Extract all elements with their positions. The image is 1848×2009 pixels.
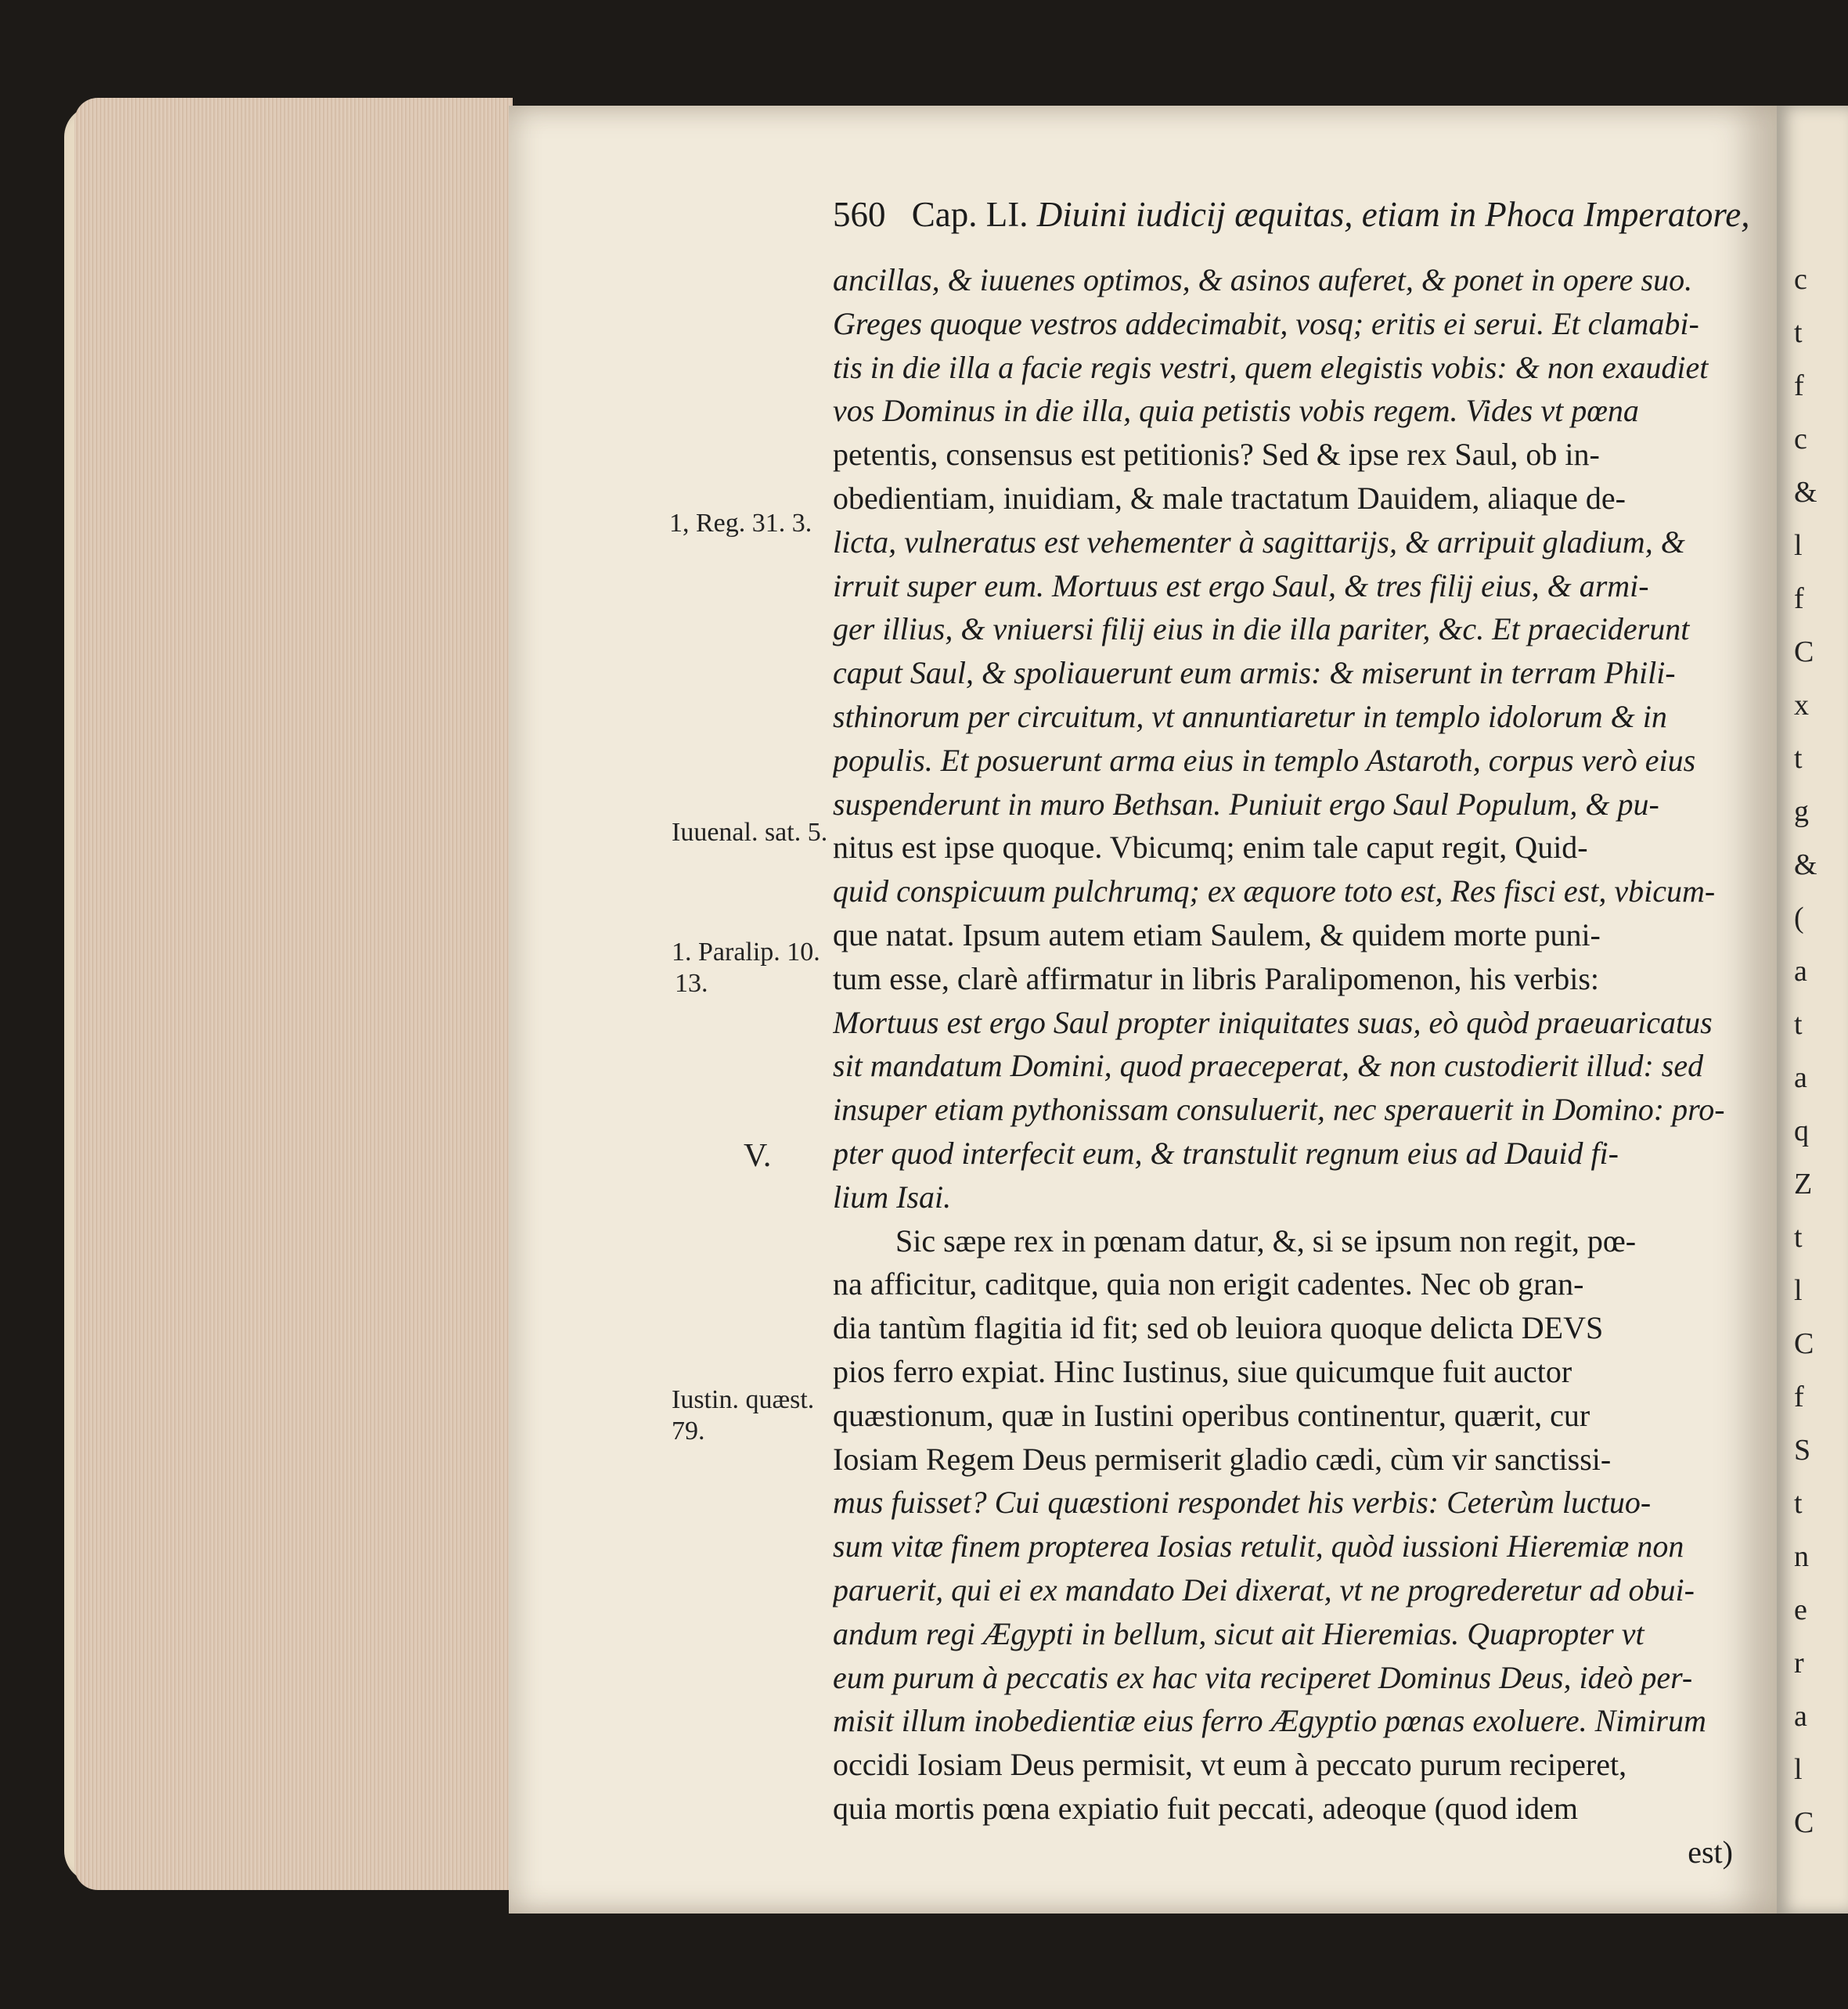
text-line: ger illius, & vniuersi filij eius in die illa pariter, &c. Et praeciderunt <box>833 611 1690 647</box>
text-line: obedientiam, inuidiam, & male tractatum Dauidem, aliaque de- <box>833 480 1626 516</box>
facing-page-letter: c <box>1794 263 1807 296</box>
text-line: sit mandatum Domini, quod praeceperat, & non custodierit illud: sed <box>833 1048 1704 1084</box>
text-line: Sic sæpe rex in pœnam datur, &, si se ipsum non regit, pœ- <box>895 1222 1637 1258</box>
facing-page-letter: C <box>1794 1806 1814 1839</box>
facing-page-letter: g <box>1794 795 1809 828</box>
text-line: andum regi Ægypti in bellum, sicut ait Hieremias. Quapropter vt <box>833 1615 1644 1651</box>
facing-page-letter: & <box>1794 476 1817 509</box>
chapter-title: Diuini iudicij æquitas, etiam in Phoca Imperatore, <box>1036 195 1750 234</box>
text-line: licta, vulneratus est vehementer à sagittarijs, & arripuit gladium, & <box>833 524 1685 560</box>
text-line: tis in die illa a facie regis vestri, quem elegistis vobis: & non exaudiet <box>833 349 1709 385</box>
text-line: caput Saul, & spoliauerunt eum armis: & miserunt in terram Phili- <box>833 655 1676 691</box>
text-line: eum purum à peccatis ex hac vita reciperet Dominus Deus, ideò per- <box>833 1659 1693 1695</box>
section-marker: V. <box>744 1138 772 1174</box>
facing-page-letter: Z <box>1794 1168 1813 1201</box>
text-line: quia mortis pœna expiatio fuit peccati, adeoque (quod idem <box>833 1790 1578 1826</box>
facing-page-letter: C <box>1794 1327 1814 1360</box>
page-number: 560 <box>833 195 886 234</box>
margin-note-paralip: 1. Paralip. 10. <box>672 938 820 967</box>
text-line: misit illum inobedientiæ eius ferro Ægyptio pœnas exoluere. Nimirum <box>833 1703 1706 1739</box>
facing-page-letter: r <box>1794 1647 1804 1680</box>
text-line: populis. Et posuerunt arma eius in templo Astaroth, corpus verò eius <box>833 742 1696 778</box>
facing-page-letter: t <box>1794 1221 1803 1254</box>
text-line: ancillas, & iuuenes optimos, & asinos auferet, & ponet in opere suo. <box>833 262 1693 297</box>
text-line: tum esse, clarè affirmatur in libris Paralipomenon, his verbis: <box>833 960 1600 996</box>
facing-page-letter: t <box>1794 1487 1803 1520</box>
facing-page-letter: x <box>1794 689 1809 722</box>
page-block-edge <box>74 98 513 1890</box>
facing-page-letter: l <box>1794 529 1803 562</box>
facing-page-letter: & <box>1794 848 1817 881</box>
facing-page-letter: t <box>1794 316 1803 349</box>
text-line: quid conspicuum pulchrumq; ex æquore toto est, Res fisci est, vbicum- <box>833 873 1716 909</box>
facing-page-letter: S <box>1794 1434 1811 1467</box>
text-line: irruit super eum. Mortuus est ergo Saul, & tres filij eius, & armi- <box>833 567 1649 603</box>
facing-page-letter: ( <box>1794 902 1804 934</box>
facing-page-letter: l <box>1794 1274 1803 1307</box>
text-line: Mortuus est ergo Saul propter iniquitates suas, eò quòd praeuaricatus <box>833 1004 1713 1040</box>
text-line: lium Isai. <box>833 1179 952 1215</box>
text-line: est) <box>1688 1834 1733 1870</box>
facing-page-letter: t <box>1794 742 1803 775</box>
facing-page-letter: f <box>1794 1381 1804 1413</box>
text-line: Greges quoque vestros addecimabit, vosq; eritis ei serui. Et clamabi- <box>833 305 1699 341</box>
margin-note-reg: 1, Reg. 31. 3. <box>669 509 812 538</box>
margin-note-iustin: Iustin. quæst. <box>672 1385 815 1414</box>
facing-page-letter: q <box>1794 1114 1809 1147</box>
margin-note-iuuenal: Iuuenal. sat. 5. <box>672 818 828 847</box>
text-line: quæstionum, quæ in Iustini operibus continentur, quærit, cur <box>833 1397 1590 1433</box>
facing-page-letter: a <box>1794 1700 1807 1733</box>
text-line: occidi Iosiam Deus permisit, vt eum à peccato purum reciperet, <box>833 1747 1627 1783</box>
facing-page-letter: n <box>1794 1540 1809 1573</box>
text-line: nitus est ipse quoque. Vbicumq; enim tale caput regit, Quid- <box>833 830 1588 866</box>
facing-page-letter: C <box>1794 635 1814 668</box>
text-line: mus fuisset? Cui quæstioni respondet his verbis: Ceterùm luctuo- <box>833 1485 1652 1521</box>
facing-page-letter: l <box>1794 1753 1803 1786</box>
facing-page-letter: f <box>1794 582 1804 615</box>
chapter-label: Cap. LI. <box>911 195 1028 234</box>
facing-page-letter: e <box>1794 1593 1807 1626</box>
text-line: vos Dominus in die illa, quia petistis vobis regem. Vides vt pœna <box>833 393 1639 429</box>
text-line: sthinorum per circuitum, vt annuntiaretur in templo idolorum & in <box>833 698 1667 734</box>
text-line: suspenderunt in muro Bethsan. Puniuit ergo Saul Populum, & pu- <box>833 786 1659 822</box>
facing-page-letter: a <box>1794 955 1807 988</box>
text-line: insuper etiam pythonissam consuluerit, nec sperauerit in Domino: pro- <box>833 1092 1725 1128</box>
text-line: sum vitæ finem propterea Iosias retulit, quòd iussioni Hieremiæ non <box>833 1528 1684 1564</box>
margin-note-iustin-number: 79. <box>672 1417 705 1446</box>
text-line: Iosiam Regem Deus permiserit gladio cædi, cùm vir sanctissi- <box>833 1441 1612 1477</box>
facing-page-letter: c <box>1794 423 1807 455</box>
body-text <box>833 258 1733 1874</box>
text-line: na afficitur, caditque, quia non erigit cadentes. Nec ob gran- <box>833 1266 1584 1302</box>
margin-note-paralip-verse: 13. <box>675 969 708 998</box>
text-line: petentis, consensus est petitionis? Sed & ipse rex Saul, ob in- <box>833 437 1600 473</box>
facing-page-letter: f <box>1794 369 1804 402</box>
text-line: que natat. Ipsum autem etiam Saulem, & quidem morte puni- <box>833 916 1601 952</box>
text-line: paruerit, qui ei ex mandato Dei dixerat, vt ne progrederetur ad obui- <box>833 1572 1695 1608</box>
facing-page-letter: a <box>1794 1061 1807 1094</box>
text-line: dia tantùm flagitia id fit; sed ob leuiora quoque delicta DEVS <box>833 1310 1604 1346</box>
running-header <box>833 194 1750 249</box>
facing-page-edge <box>1777 106 1848 1914</box>
text-line: pter quod interfecit eum, & transtulit regnum eius ad Dauid fi- <box>833 1135 1619 1171</box>
text-line: pios ferro expiat. Hinc Iustinus, siue quicumque fuit auctor <box>833 1353 1572 1389</box>
facing-page-letter: t <box>1794 1008 1803 1041</box>
